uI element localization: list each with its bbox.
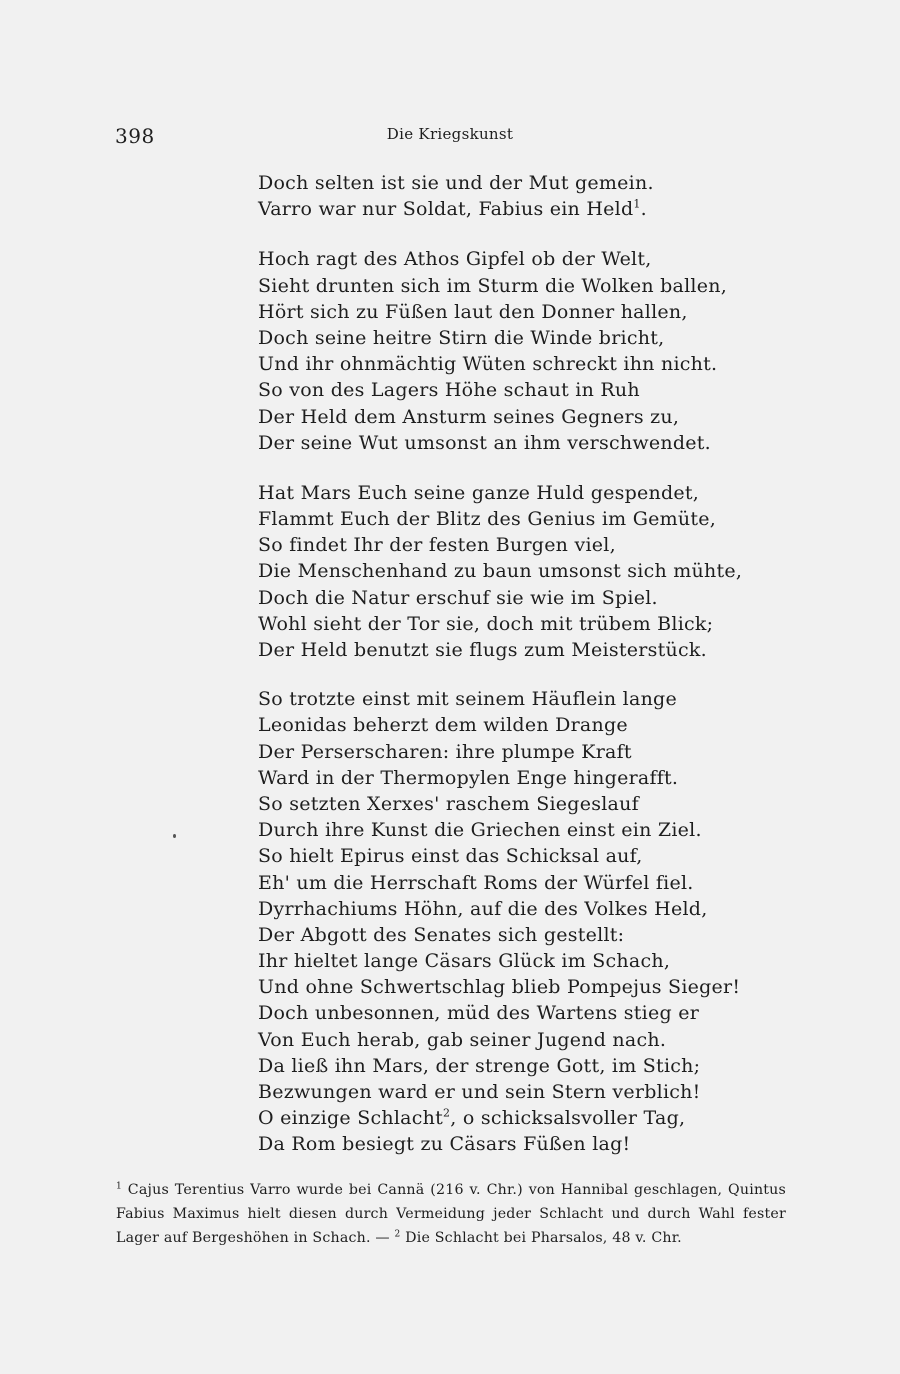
verse-text: , o schicksalsvoller Tag, (450, 1107, 686, 1130)
verse-line: Doch seine heitre Stirn die Winde bricht, (258, 326, 665, 349)
verse-line: Und ihr ohnmächtig Wüten schreckt ihn nicht. (258, 353, 718, 376)
verse-line: Von Euch herab, gab seiner Jugend nach. (258, 1028, 667, 1051)
print-speck (173, 834, 176, 838)
footnote-ref-1: 1 (633, 197, 641, 211)
verse-line: Wohl sieht der Tor sie, doch mit trübem Blick; (258, 612, 714, 635)
running-title: Die Kriegskunst (386, 125, 514, 143)
stanza-1 (258, 170, 818, 222)
verse-line: Da ließ ihn Mars, der strenge Gott, im Stich; (258, 1054, 701, 1077)
verse-line: So setzten Xerxes' raschem Siegeslauf (258, 792, 639, 815)
footnote-marker-1: 1 (116, 1181, 122, 1192)
stanza-2 (258, 246, 818, 456)
footnote-2-text: Die Schlacht bei Pharsalos, 48 v. Chr. (405, 1230, 682, 1246)
footnote-marker-2: 2 (394, 1229, 401, 1240)
verse-line: Ihr hieltet lange Cäsars Glück im Schach, (258, 950, 671, 973)
verse-line (258, 1105, 818, 1131)
stanza-3 (258, 480, 818, 663)
verse-line: So findet Ihr der festen Burgen viel, (258, 534, 616, 557)
verse-line: Der Held dem Ansturm seines Gegners zu, (258, 405, 680, 428)
footnote-ref-2: 2 (443, 1106, 451, 1120)
verse-line: Hat Mars Euch seine ganze Huld gespendet, (258, 481, 700, 504)
verse-line: Hört sich zu Füßen laut den Donner hallen, (258, 300, 688, 323)
footnote-1-text: Cajus Terentius Varro wurde bei Cannä (216 v. Chr.) von Hannibal geschlagen, Quintus Fabius Maximus hielt diesen durch Vermeidung jeder Schlacht und durch Wahl fester Lager auf Bergeshöhen in Schach. — (116, 1182, 786, 1246)
verse-line: Eh' um die Herrschaft Roms der Würfel fiel. (258, 871, 694, 894)
verse-line: Flammt Euch der Blitz des Genius im Gemüte, (258, 508, 717, 531)
verse-line: Dyrrhachiums Höhn, auf die des Volkes Held, (258, 897, 708, 920)
verse-line: Leonidas beherzt dem wilden Drange (258, 714, 628, 737)
stanza-gap (258, 222, 818, 246)
stanza-4 (258, 686, 818, 1157)
verse-line: Und ohne Schwertschlag blieb Pompejus Sieger! (258, 976, 741, 999)
footnotes (116, 1178, 786, 1250)
page-number: 398 (115, 124, 155, 148)
stanza-gap (258, 663, 818, 686)
verse-line: Die Menschenhand zu baun umsonst sich mühte, (258, 560, 743, 583)
verse-line: Doch unbesonnen, müd des Wartens stieg er (258, 1002, 700, 1025)
verse-line: So trotzte einst mit seinem Häuflein lange (258, 688, 677, 711)
verse-line: Doch die Natur erschuf sie wie im Spiel. (258, 586, 658, 609)
poem (258, 170, 818, 1158)
verse-line: Durch ihre Kunst die Griechen einst ein Ziel. (258, 819, 702, 842)
verse-line: Der Perserscharen: ihre plumpe Kraft (258, 740, 632, 763)
verse-line: Ward in der Thermopylen Enge hingerafft. (258, 766, 679, 789)
verse-line: Der seine Wut umsonst an ihm verschwendet. (258, 431, 711, 454)
verse-line: Da Rom besiegt zu Cäsars Füßen lag! (258, 1133, 631, 1156)
verse-line: Der Abgott des Senates sich gestellt: (258, 923, 625, 946)
verse-line: Hoch ragt des Athos Gipfel ob der Welt, (258, 248, 652, 271)
verse-line: Varro war nur Soldat, Fabius ein Held$^1$. (258, 197, 647, 221)
verse-text: Varro war nur Soldat, Fabius ein Held (258, 198, 634, 221)
stanza-gap (258, 456, 818, 480)
verse-line: So von des Lagers Höhe schaut in Ruh (258, 379, 640, 402)
verse-line: Bezwungen ward er und sein Stern verblich! (258, 1081, 701, 1103)
verse-text: Doch selten ist sie und der Mut gemein. (258, 172, 654, 194)
verse-line: Sieht drunten sich im Sturm die Wolken ballen, (258, 274, 728, 297)
verse-text: O einzige Schlacht (258, 1107, 444, 1130)
verse-line: Der Held benutzt sie flugs zum Meisterstück. (258, 639, 707, 661)
verse-line: So hielt Epirus einst das Schicksal auf, (258, 845, 643, 868)
verse-line (258, 170, 818, 196)
